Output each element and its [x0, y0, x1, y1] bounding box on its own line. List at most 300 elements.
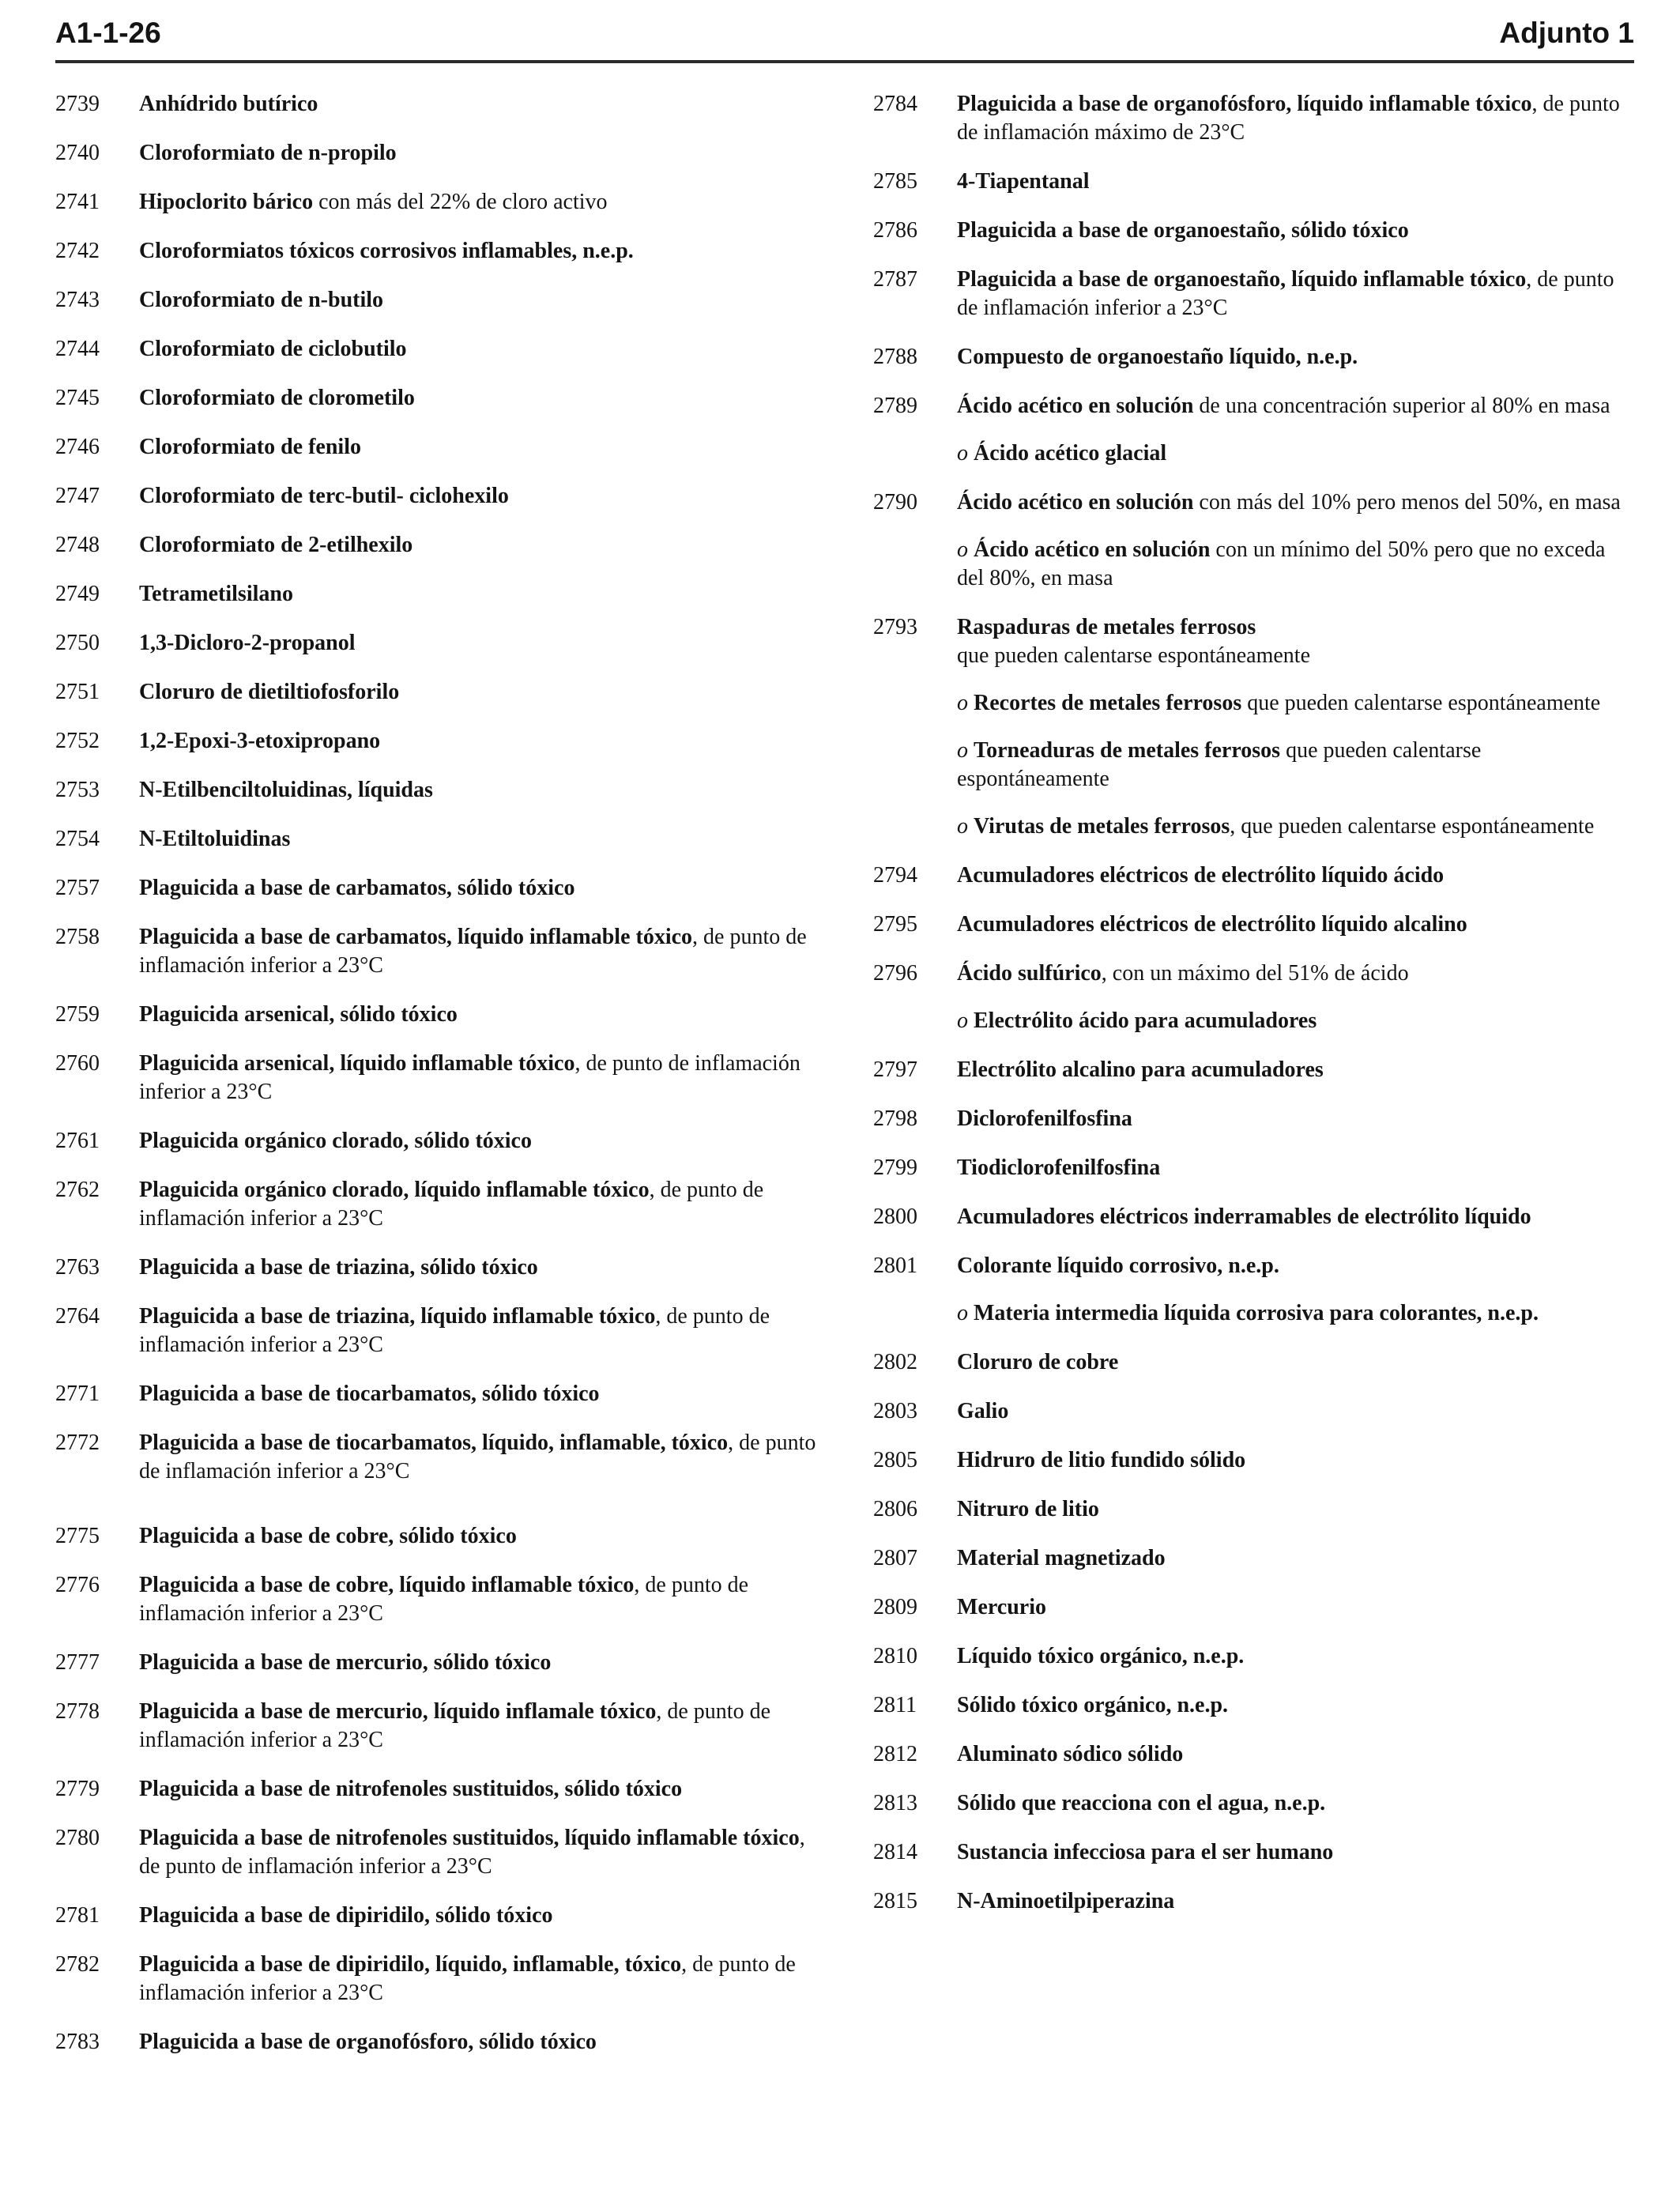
- entry-paragraph: [957, 1838, 1634, 1867]
- entry-row: [873, 343, 1634, 371]
- entry-row: [55, 1571, 816, 1628]
- entry-paragraph: [957, 861, 1634, 890]
- entry-paragraph: [957, 1154, 1634, 1182]
- entry-text: [139, 874, 816, 903]
- entry-paragraph: [957, 1348, 1634, 1377]
- entry-alt-paragraph: [957, 689, 1634, 718]
- un-number: 2743: [55, 288, 100, 312]
- entry-paragraph: [957, 910, 1634, 939]
- un-number: 2760: [55, 1051, 100, 1076]
- entry-paragraph: [957, 1593, 1634, 1622]
- entry-row: [55, 1824, 816, 1881]
- entry-row: [873, 910, 1634, 939]
- un-number: 2809: [873, 1595, 917, 1619]
- entry-text: [957, 910, 1634, 939]
- text-segment: Plaguicida a base de mercurio, líquido inflamale tóxico: [139, 1699, 657, 1724]
- text-segment: 4-Tiapentanal: [957, 169, 1090, 194]
- entry-row: [55, 825, 816, 854]
- entry-text: [139, 1176, 816, 1233]
- entry-paragraph: [957, 343, 1634, 371]
- entry-text: [139, 237, 816, 266]
- text-segment: Anhídrido butírico: [139, 92, 318, 116]
- entry-row: [55, 1649, 816, 1677]
- entry-row: [55, 1050, 816, 1106]
- text-segment: Electrólito ácido para acumuladores: [974, 1008, 1317, 1033]
- text-segment: Cloroformiato de ciclobutilo: [139, 337, 407, 361]
- un-number: 2805: [873, 1448, 917, 1472]
- text-segment: Electrólito alcalino para acumuladores: [957, 1057, 1324, 1082]
- entry-paragraph: [957, 959, 1634, 988]
- entry-paragraph: [957, 168, 1634, 196]
- text-segment: Sólido tóxico orgánico, n.e.p.: [957, 1693, 1229, 1717]
- un-number: 2788: [873, 345, 917, 369]
- entry-row: [873, 1544, 1634, 1573]
- entry-paragraph: [957, 266, 1634, 322]
- entry-row: [55, 874, 816, 903]
- entry-text: [957, 1154, 1634, 1182]
- text-segment: Compuesto de organoestaño líquido, n.e.p.: [957, 345, 1358, 369]
- text-segment: Plaguicida a base de triazina, sólido tóxico: [139, 1255, 538, 1280]
- un-number: 2739: [55, 92, 100, 116]
- text-segment: Plaguicida a base de dipiridilo, líquido, inflamable, tóxico: [139, 1952, 682, 1977]
- entry-paragraph: [957, 1887, 1634, 1916]
- entry-row: [55, 678, 816, 707]
- text-segment: o: [957, 441, 974, 466]
- text-segment: Plaguicida a base de organoestaño, sólido tóxico: [957, 218, 1409, 243]
- un-number: 2784: [873, 92, 917, 116]
- un-number: 2807: [873, 1546, 917, 1570]
- entry-text: [139, 1001, 816, 1029]
- entry-text: [139, 1429, 816, 1486]
- un-number: 2763: [55, 1255, 100, 1280]
- entry-paragraph: [139, 433, 816, 462]
- entry-text: [139, 1824, 816, 1881]
- text-segment: Acumuladores eléctricos inderramables de electrólito líquido: [957, 1204, 1531, 1229]
- entry-row: [55, 531, 816, 560]
- entry-text: [139, 1571, 816, 1628]
- entry-paragraph: [957, 488, 1634, 517]
- entry-row: [873, 488, 1634, 593]
- entry-row: [873, 1397, 1634, 1426]
- text-segment: que pueden calentarse espontáneamente: [957, 643, 1311, 668]
- entry-alt-paragraph: [957, 737, 1634, 794]
- entry-row: [873, 613, 1634, 841]
- un-number: 2747: [55, 484, 100, 508]
- entry-row: [55, 1253, 816, 1282]
- text-segment: Virutas de metales ferrosos: [974, 814, 1230, 839]
- text-segment: , de punto de inflamación inferior a 23°C: [139, 1699, 771, 1752]
- un-number: 2815: [873, 1889, 917, 1913]
- entry-paragraph: [139, 1951, 816, 2007]
- entry-paragraph: [139, 580, 816, 609]
- entry-alt-paragraph: [957, 1007, 1634, 1035]
- un-number: 2745: [55, 386, 100, 410]
- entry-row: [873, 1056, 1634, 1084]
- entry-text: [957, 266, 1634, 322]
- entry-row: [55, 1698, 816, 1755]
- entry-paragraph: [957, 1789, 1634, 1818]
- entry-paragraph: [139, 1775, 816, 1804]
- entry-text: [139, 1649, 816, 1677]
- entry-text: [957, 392, 1634, 468]
- entry-paragraph: [139, 90, 816, 119]
- entry-row: [55, 139, 816, 168]
- entry-row: [55, 335, 816, 364]
- un-number: 2811: [873, 1693, 917, 1717]
- un-number: 2752: [55, 729, 100, 753]
- entry-alt-paragraph: [957, 812, 1634, 841]
- entry-row: [55, 1429, 816, 1486]
- entry-text: [139, 1522, 816, 1551]
- entry-alt-paragraph: [957, 1299, 1634, 1328]
- un-number: 2799: [873, 1155, 917, 1180]
- entry-row: [873, 1887, 1634, 1916]
- entry-row: [55, 188, 816, 217]
- entry-paragraph: [139, 776, 816, 805]
- entry-text: [957, 1056, 1634, 1084]
- entry-row: [55, 482, 816, 511]
- un-number: 2801: [873, 1253, 917, 1278]
- entry-paragraph: [139, 1824, 816, 1881]
- entry-text: [139, 629, 816, 658]
- un-number: 2796: [873, 961, 917, 986]
- text-segment: Cloroformiato de 2-etilhexilo: [139, 533, 413, 557]
- entry-text: [957, 1397, 1634, 1426]
- entry-text: [139, 2028, 816, 2056]
- entry-row: [55, 1176, 816, 1233]
- entry-row: [55, 1380, 816, 1408]
- entry-paragraph: [957, 613, 1634, 670]
- entry-text: [957, 168, 1634, 196]
- text-segment: Tiodiclorofenilfosfina: [957, 1155, 1161, 1180]
- entry-text: [139, 1253, 816, 1282]
- un-number: 2758: [55, 925, 100, 949]
- entry-paragraph: [139, 1429, 816, 1486]
- text-segment: Ácido acético en solución: [957, 394, 1194, 418]
- un-number: 2757: [55, 876, 100, 900]
- un-number: 2754: [55, 827, 100, 851]
- entry-paragraph: [139, 384, 816, 413]
- entry-text: [957, 1691, 1634, 1720]
- un-number: 2744: [55, 337, 100, 361]
- entry-paragraph: [957, 1252, 1634, 1280]
- text-segment: o: [957, 1301, 974, 1325]
- entry-paragraph: [139, 1522, 816, 1551]
- un-number: 2746: [55, 435, 100, 459]
- text-segment: Acumuladores eléctricos de electrólito líquido ácido: [957, 863, 1445, 888]
- entry-row: [55, 923, 816, 980]
- entry-paragraph: [139, 1698, 816, 1755]
- entry-row: [873, 1838, 1634, 1867]
- entry-paragraph: [957, 1446, 1634, 1475]
- text-segment: , de punto de inflamación inferior a 23°C: [139, 925, 807, 978]
- text-segment: , de punto de inflamación inferior a 23°C: [957, 267, 1614, 320]
- entry-text: [957, 1495, 1634, 1524]
- entry-paragraph: [139, 1050, 816, 1106]
- text-segment: , que pueden calentarse espontáneamente: [1230, 814, 1595, 839]
- entry-row: [873, 1203, 1634, 1231]
- entry-row: [55, 1951, 816, 2007]
- entry-text: [957, 1105, 1634, 1133]
- un-number: 2779: [55, 1777, 100, 1801]
- column-right: [873, 90, 1634, 2077]
- entry-paragraph: [957, 1056, 1634, 1084]
- page-number-label: A1-1-26: [55, 17, 161, 49]
- entry-paragraph: [957, 1740, 1634, 1769]
- un-number: 2802: [873, 1350, 917, 1374]
- text-segment: Cloroformiato de terc-butil- ciclohexilo: [139, 484, 509, 508]
- un-number: 2740: [55, 141, 100, 165]
- entry-row: [873, 217, 1634, 245]
- entry-text: [139, 335, 816, 364]
- entry-paragraph: [139, 1176, 816, 1233]
- entry-paragraph: [139, 1253, 816, 1282]
- entry-paragraph: [957, 1642, 1634, 1671]
- text-segment: , de punto de inflamación inferior a 23°C: [139, 1051, 800, 1104]
- entry-text: [139, 1050, 816, 1106]
- entry-paragraph: [139, 1380, 816, 1408]
- entry-row: [873, 1740, 1634, 1769]
- text-segment: Plaguicida a base de organofósforo, líquido inflamable tóxico: [957, 92, 1532, 116]
- un-number: 2762: [55, 1178, 100, 1202]
- entry-paragraph: [139, 2028, 816, 2056]
- text-segment: Colorante líquido corrosivo, n.e.p.: [957, 1253, 1279, 1278]
- text-segment: Plaguicida a base de mercurio, sólido tóxico: [139, 1650, 552, 1675]
- text-segment: Tetrametilsilano: [139, 582, 293, 606]
- un-number: 2812: [873, 1742, 917, 1766]
- text-segment: Ácido acético en solución: [974, 537, 1211, 562]
- un-number: 2803: [873, 1399, 917, 1423]
- entry-text: [957, 1544, 1634, 1573]
- text-segment: Plaguicida a base de nitrofenoles sustituidos, líquido inflamable tóxico: [139, 1826, 800, 1850]
- text-segment: , con un máximo del 51% de ácido: [1101, 961, 1409, 986]
- un-number: 2764: [55, 1304, 100, 1329]
- entry-text: [139, 531, 816, 560]
- text-segment: que pueden calentarse espontáneamente: [1241, 691, 1601, 715]
- text-segment: Plaguicida a base de carbamatos, sólido tóxico: [139, 876, 575, 900]
- entry-text: [139, 923, 816, 980]
- entry-paragraph: [139, 286, 816, 315]
- entry-text: [957, 861, 1634, 890]
- entry-paragraph: [957, 1105, 1634, 1133]
- entry-text: [957, 1789, 1634, 1818]
- entry-text: [139, 286, 816, 315]
- entry-paragraph: [139, 923, 816, 980]
- entry-text: [957, 90, 1634, 147]
- entry-row: [873, 1105, 1634, 1133]
- entry-text: [957, 1446, 1634, 1475]
- entry-paragraph: [139, 335, 816, 364]
- un-number: 2750: [55, 631, 100, 655]
- entry-row: [55, 1302, 816, 1359]
- un-number: 2787: [873, 267, 917, 292]
- entry-text: [139, 188, 816, 217]
- entry-row: [55, 90, 816, 119]
- un-number: 2749: [55, 582, 100, 606]
- entry-row: [873, 1495, 1634, 1524]
- un-number: 2742: [55, 239, 100, 263]
- entry-row: [873, 1154, 1634, 1182]
- entry-row: [55, 2028, 816, 2056]
- un-number: 2780: [55, 1826, 100, 1850]
- un-number: 2777: [55, 1650, 100, 1675]
- entry-text: [957, 1740, 1634, 1769]
- entry-row: [55, 237, 816, 266]
- text-segment: o: [957, 814, 974, 839]
- entry-row: [873, 1252, 1634, 1328]
- text-segment: N-Etiltoluidinas: [139, 827, 291, 851]
- un-number: 2790: [873, 490, 917, 515]
- entry-text: [139, 384, 816, 413]
- entry-text: [957, 217, 1634, 245]
- un-number: 2813: [873, 1791, 917, 1815]
- text-segment: Recortes de metales ferrosos: [974, 691, 1242, 715]
- text-segment: , de punto de inflamación inferior a 23°C: [139, 1826, 805, 1879]
- entry-text: [139, 1698, 816, 1755]
- text-segment: Plaguicida a base de cobre, sólido tóxico: [139, 1524, 517, 1548]
- text-segment: Cloroformiato de clorometilo: [139, 386, 415, 410]
- text-segment: con más del 10% pero menos del 50%, en masa: [1193, 490, 1621, 515]
- entry-text: [139, 1302, 816, 1359]
- entry-row: [55, 776, 816, 805]
- text-segment: Plaguicida a base de tiocarbamatos, sólido tóxico: [139, 1382, 600, 1406]
- text-segment: o: [957, 537, 974, 562]
- text-segment: , de punto de inflamación inferior a 23°C: [139, 1304, 770, 1357]
- entry-text: [957, 959, 1634, 1035]
- text-segment: Plaguicida arsenical, líquido inflamable tóxico: [139, 1051, 575, 1076]
- un-number: 2751: [55, 680, 100, 704]
- text-segment: Plaguicida a base de cobre, líquido inflamable tóxico: [139, 1573, 635, 1597]
- entry-row: [873, 1348, 1634, 1377]
- text-segment: Nitruro de litio: [957, 1497, 1099, 1521]
- text-segment: Cloroformiato de n-propilo: [139, 141, 397, 165]
- un-number: 2782: [55, 1952, 100, 1977]
- entry-text: [139, 1127, 816, 1155]
- entry-paragraph: [139, 727, 816, 756]
- text-segment: o: [957, 738, 974, 763]
- entry-paragraph: [139, 874, 816, 903]
- text-segment: Acumuladores eléctricos de electrólito líquido alcalino: [957, 912, 1467, 937]
- entry-text: [957, 1348, 1634, 1377]
- text-segment: con más del 22% de cloro activo: [313, 190, 608, 214]
- text-segment: Raspaduras de metales ferrosos: [957, 615, 1256, 639]
- entry-paragraph: [139, 237, 816, 266]
- entry-paragraph: [139, 531, 816, 560]
- entry-text: [957, 1642, 1634, 1671]
- entry-text: [139, 678, 816, 707]
- un-number: 2795: [873, 912, 917, 937]
- entry-text: [957, 1838, 1634, 1867]
- text-segment: Torneaduras de metales ferrosos: [974, 738, 1281, 763]
- entry-row: [873, 1789, 1634, 1818]
- un-number: 2772: [55, 1431, 100, 1455]
- text-segment: Aluminato sódico sólido: [957, 1742, 1184, 1766]
- un-number: 2810: [873, 1644, 917, 1668]
- entry-paragraph: [957, 1691, 1634, 1720]
- text-segment: Plaguicida a base de nitrofenoles sustituidos, sólido tóxico: [139, 1777, 683, 1801]
- text-segment: N-Aminoetilpiperazina: [957, 1889, 1175, 1913]
- text-segment: o: [957, 1008, 974, 1033]
- un-number: 2771: [55, 1382, 100, 1406]
- entry-row: [55, 286, 816, 315]
- entry-paragraph: [957, 392, 1634, 420]
- entry-paragraph: [139, 1902, 816, 1930]
- entry-alt-paragraph: [957, 439, 1634, 468]
- entry-row: [55, 1775, 816, 1804]
- text-segment: , de punto de inflamación inferior a 23°C: [139, 1178, 764, 1231]
- attachment-label: Adjunto 1: [1499, 17, 1634, 49]
- un-number: 2786: [873, 218, 917, 243]
- column-left: [55, 90, 816, 2077]
- entry-text: [139, 433, 816, 462]
- text-segment: Diclorofenilfosfina: [957, 1106, 1132, 1131]
- entry-paragraph: [957, 1495, 1634, 1524]
- text-segment: Cloroformiato de fenilo: [139, 435, 361, 459]
- entry-row: [873, 266, 1634, 322]
- entry-alt-paragraph: [957, 536, 1634, 593]
- text-segment: Cloroformiatos tóxicos corrosivos inflamables, n.e.p.: [139, 239, 634, 263]
- entry-paragraph: [957, 1544, 1634, 1573]
- entry-text: [139, 139, 816, 168]
- text-segment: Plaguicida a base de tiocarbamatos, líquido, inflamable, tóxico: [139, 1431, 729, 1455]
- un-number: 2806: [873, 1497, 917, 1521]
- entry-row: [55, 384, 816, 413]
- text-segment: Plaguicida a base de organoestaño, líquido inflamable tóxico: [957, 267, 1527, 292]
- entry-text: [139, 727, 816, 756]
- entry-text: [957, 1203, 1634, 1231]
- un-number: 2785: [873, 169, 917, 194]
- entry-row: [873, 1642, 1634, 1671]
- two-column-body: [55, 90, 1634, 2077]
- entry-row: [873, 959, 1634, 1035]
- un-number: 2793: [873, 615, 917, 639]
- entry-row: [55, 1902, 816, 1930]
- entry-paragraph: [139, 1302, 816, 1359]
- text-segment: N-Etilbenciltoluidinas, líquidas: [139, 778, 433, 802]
- entry-text: [139, 825, 816, 854]
- entry-row: [55, 1001, 816, 1029]
- entry-text: [957, 1887, 1634, 1916]
- text-segment: Hidruro de litio fundido sólido: [957, 1448, 1246, 1472]
- text-segment: Cloruro de dietiltiofosforilo: [139, 680, 400, 704]
- text-segment: , de punto de inflamación inferior a 23°C: [139, 1952, 796, 2005]
- un-number: 2741: [55, 190, 100, 214]
- text-segment: o: [957, 691, 974, 715]
- entry-paragraph: [139, 1001, 816, 1029]
- text-segment: Plaguicida a base de triazina, líquido inflamable tóxico: [139, 1304, 656, 1329]
- entry-paragraph: [139, 482, 816, 511]
- entry-row: [55, 629, 816, 658]
- text-segment: 1,2-Epoxi-3-etoxipropano: [139, 729, 381, 753]
- page-header: [55, 16, 1634, 63]
- text-segment: Materia intermedia líquida corrosiva para colorantes, n.e.p.: [974, 1301, 1539, 1325]
- entry-text: [139, 482, 816, 511]
- text-segment: Sólido que reacciona con el agua, n.e.p.: [957, 1791, 1326, 1815]
- text-segment: Ácido sulfúrico: [957, 961, 1102, 986]
- entry-paragraph: [957, 217, 1634, 245]
- entry-text: [139, 1951, 816, 2007]
- un-number: 2814: [873, 1840, 917, 1864]
- text-segment: , de punto de inflamación inferior a 23°C: [139, 1431, 816, 1483]
- entry-row: [55, 433, 816, 462]
- entry-text: [139, 776, 816, 805]
- un-number: 2797: [873, 1057, 917, 1082]
- un-number: 2761: [55, 1129, 100, 1153]
- entry-paragraph: [139, 188, 816, 217]
- text-segment: Galio: [957, 1399, 1009, 1423]
- un-number: 2800: [873, 1204, 917, 1229]
- text-segment: Ácido acético en solución: [957, 490, 1194, 515]
